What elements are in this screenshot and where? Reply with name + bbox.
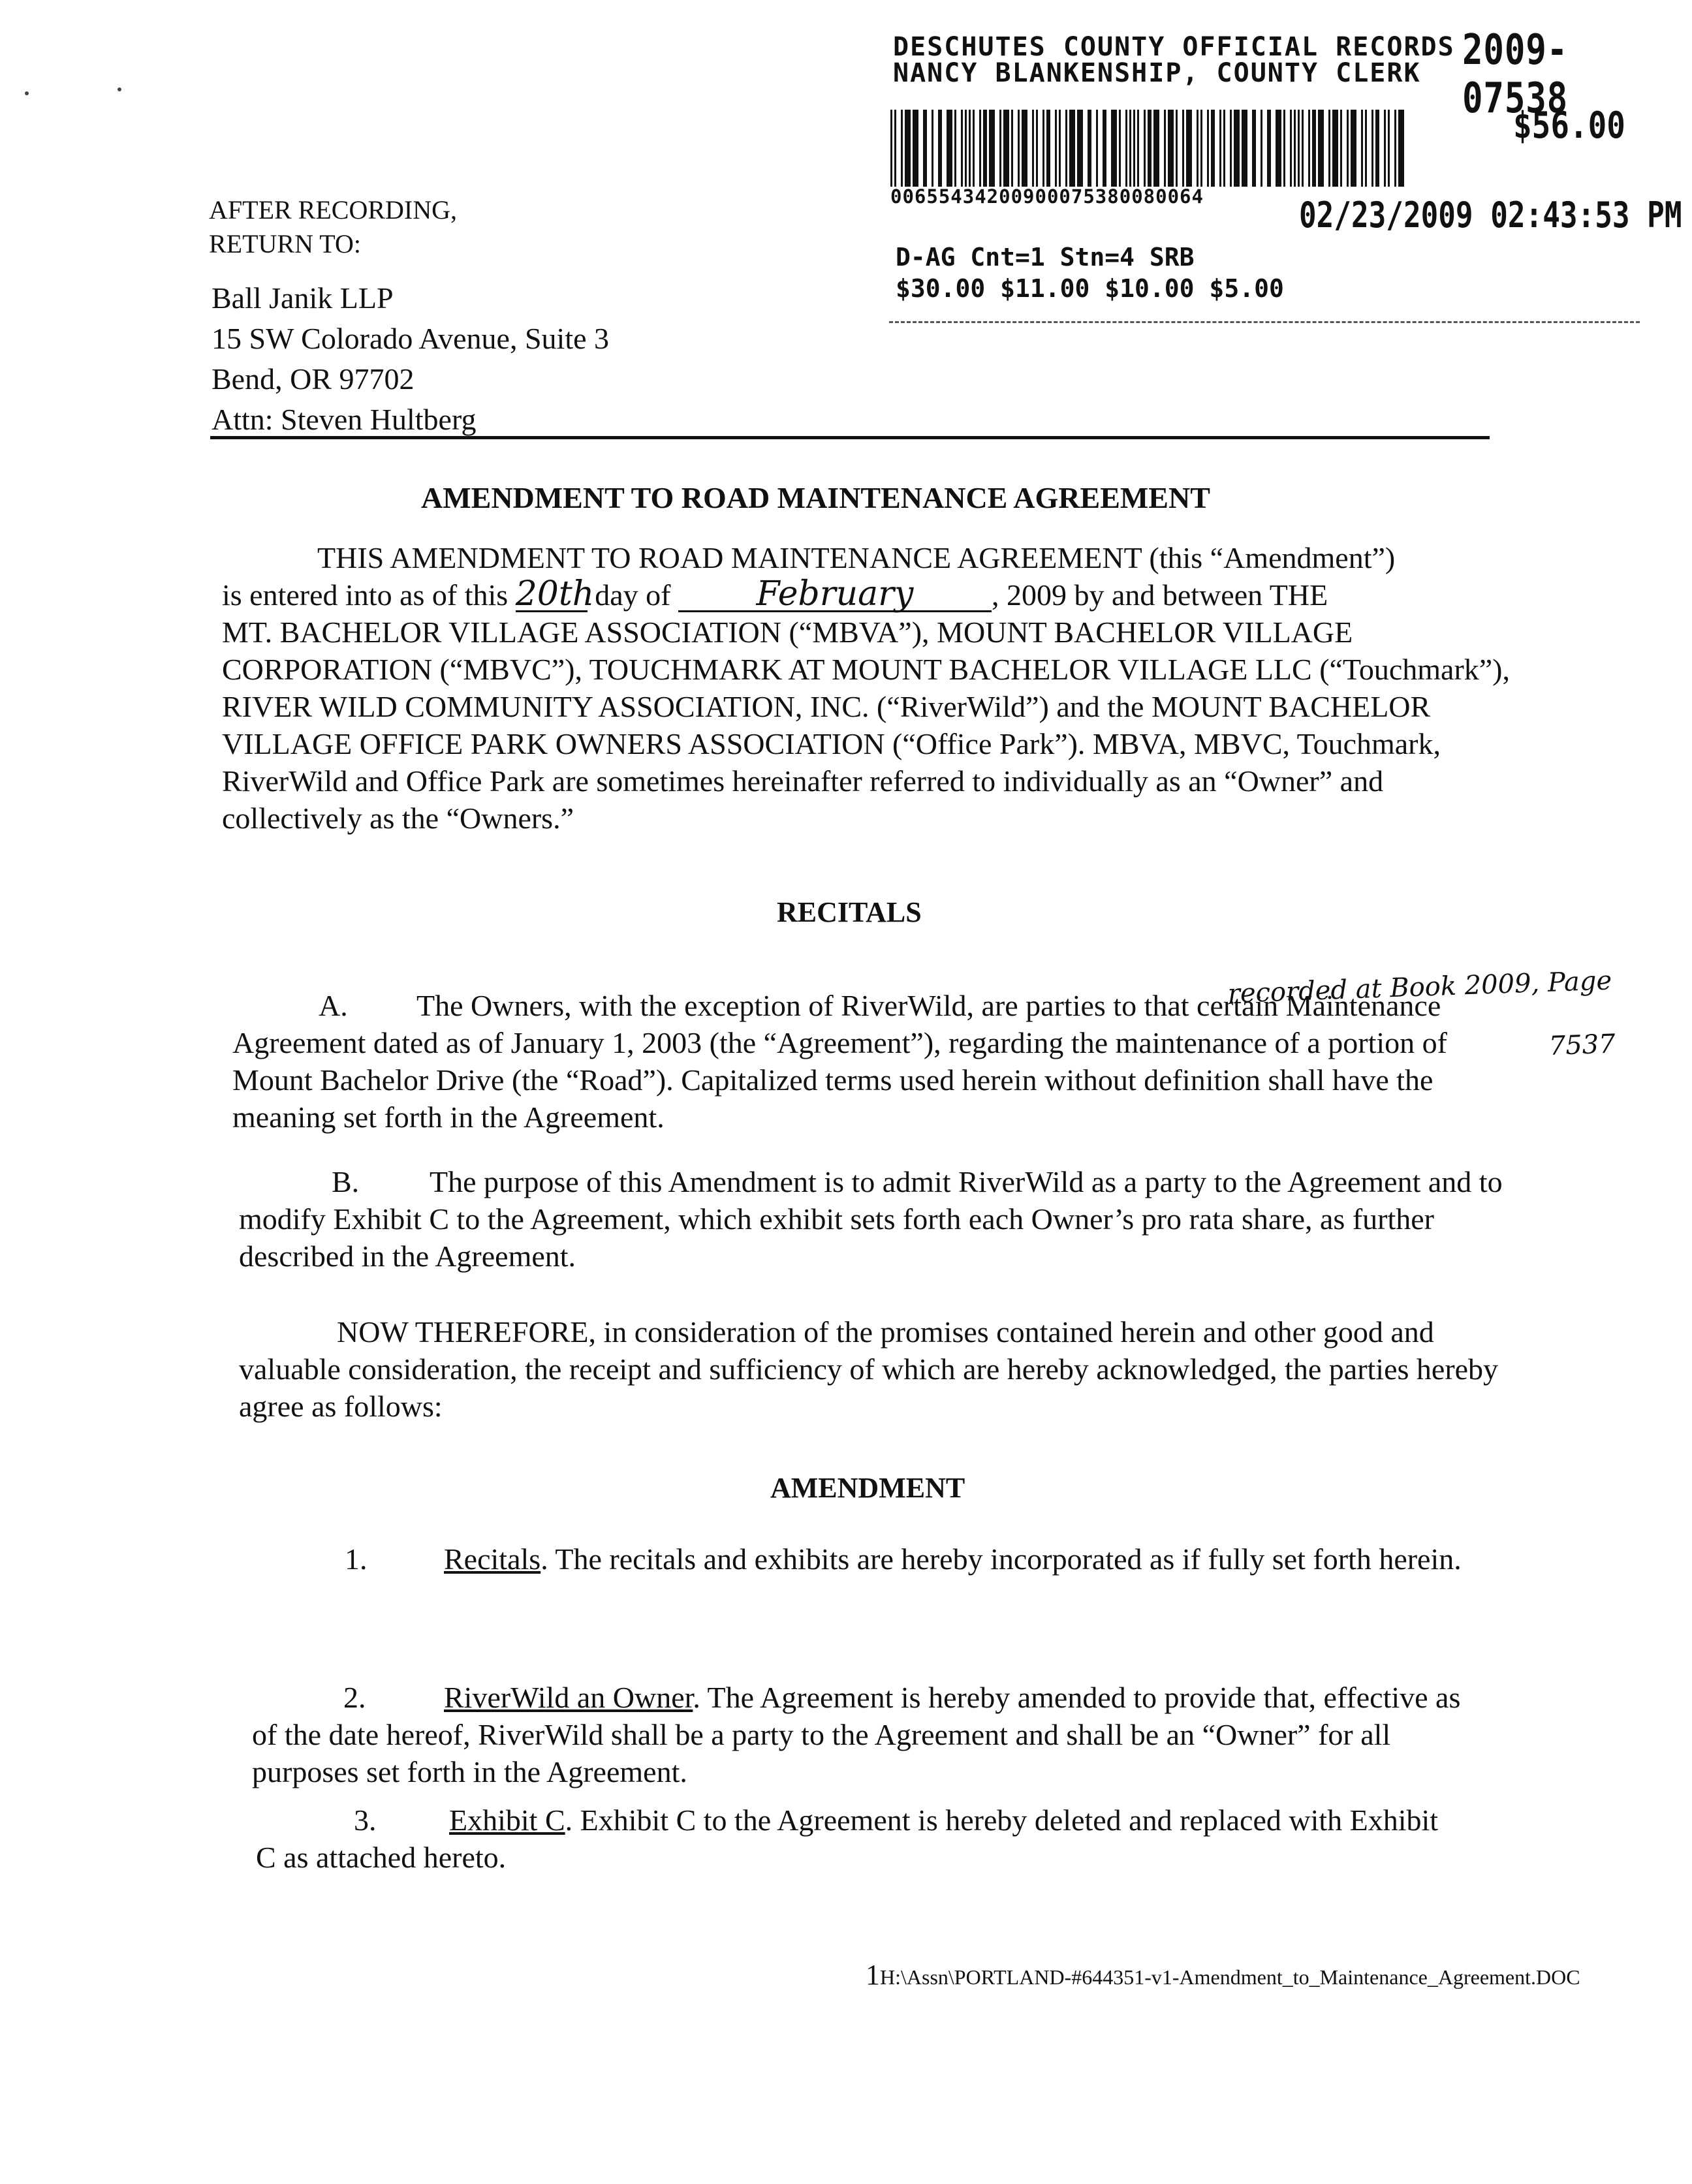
barcode-bar — [983, 110, 987, 187]
barcode-bar — [1234, 110, 1240, 187]
barcode-bar — [1197, 110, 1198, 187]
barcode-bar — [1055, 110, 1057, 187]
barcode-bar — [1153, 110, 1159, 187]
item-1-title: Recitals — [444, 1542, 541, 1576]
barcode-bar — [1207, 110, 1209, 187]
scan-speck — [118, 87, 121, 91]
barcode-bar — [1144, 110, 1146, 187]
barcode-bar — [1003, 110, 1009, 187]
barcode-bar — [1388, 110, 1390, 187]
barcode-bar — [1168, 110, 1174, 187]
barcode-bar — [1011, 110, 1013, 187]
amendment-item-2: 2. RiverWild an Owner. The Agreement is hereby amended to provide that, effective as of the date hereof, RiverWild shall be a party to the Agreement and shall be an “Owner” for all purposes set forth in the Agreement. — [252, 1681, 1461, 1788]
barcode-bar — [999, 110, 1001, 187]
barcode-bar — [989, 110, 995, 187]
barcode-bar — [1308, 110, 1310, 187]
barcode-bar — [973, 110, 975, 187]
barcode-bar — [1361, 110, 1363, 187]
barcode-bar — [1261, 110, 1262, 187]
barcode-bar — [1394, 110, 1396, 187]
barcode-bar — [913, 110, 918, 187]
barcode-bar — [1125, 110, 1127, 187]
barcode-bar — [1042, 110, 1044, 187]
barcode-bar — [1340, 110, 1342, 187]
barcode-bar — [1018, 110, 1020, 187]
barcode-bar — [1332, 110, 1338, 187]
barcode-bar — [1182, 110, 1184, 187]
day-blank — [515, 574, 595, 614]
barcode-bar — [1371, 110, 1373, 187]
barcode-bar — [1103, 110, 1106, 187]
barcode-bar — [1077, 110, 1083, 187]
scan-speck — [25, 91, 29, 95]
return-label — [209, 193, 457, 261]
intro-line1: THIS AMENDMENT TO ROAD MAINTENANCE AGREEMENT (this “Amendment”) — [317, 541, 1396, 574]
now-therefore-text: NOW THEREFORE, in consideration of the promises contained herein and other good and valuable consideration, the receipt and sufficiency of which are hereby acknowledged, the parties hereby agree as follows: — [239, 1315, 1499, 1423]
barcode-bar — [1219, 110, 1221, 187]
barcode-bar — [1046, 110, 1050, 187]
barcode-bar — [961, 110, 963, 187]
document-number: 2009-07538 — [1462, 26, 1569, 123]
return-city: Bend, OR 97702 — [212, 362, 415, 396]
barcode-bar — [1088, 110, 1091, 187]
return-street: 15 SW Colorado Avenue, Suite 3 — [212, 322, 610, 355]
now-therefore-paragraph — [239, 1313, 1505, 1425]
barcode-bar — [1252, 110, 1256, 187]
barcode-bar — [1133, 110, 1135, 187]
stamp-divider — [889, 321, 1640, 323]
barcode-bar — [1384, 110, 1386, 187]
barcode-bar — [1242, 110, 1247, 187]
amendment-item-1: 1. Recitals. The recitals and exhibits are hereby incorporated as if fully set forth herein. — [345, 1542, 1462, 1576]
recording-office: DESCHUTES COUNTY OFFICIAL RECORDS — [893, 32, 1455, 62]
recital-a-text: The Owners, with the exception of RiverWild, are parties to that certain Maintenance Agreement dated as of January 1, 2003 (the “Agreement”), regarding the maintenance of a portion of Mount Bachelor Drive (the “Road”). Capitalized terms used herein without definition shall have the meaning set forth in the Agreement. — [232, 989, 1447, 1134]
barcode-bar — [905, 110, 911, 187]
return-attn: Attn: Steven Hultberg — [212, 403, 477, 436]
barcode-bar — [1294, 110, 1296, 187]
return-label-line1: AFTER RECORDING, — [209, 195, 458, 225]
barcode-number: 00655434200900075380080064 — [890, 185, 1204, 208]
barcode-bar — [890, 110, 892, 187]
handwritten-month: February — [756, 574, 914, 614]
barcode-bar — [1223, 110, 1225, 187]
recording-datetime: 02/23/2009 02:43:53 PM — [1299, 195, 1682, 236]
file-path: H:\Assn\PORTLAND-#644351-v1-Amendment_to_Maintenance_Agreement.DOC — [880, 1965, 1580, 1989]
barcode-bar — [1230, 110, 1232, 187]
barcode-bar — [1276, 110, 1281, 187]
handwritten-page-number: 7537 — [1548, 1029, 1616, 1061]
barcode-bar — [969, 110, 971, 187]
barcode-bar — [1065, 110, 1067, 187]
item-3-title: Exhibit C — [449, 1803, 565, 1837]
barcode-bar — [1375, 110, 1379, 187]
amendment-item-3: 3. Exhibit C. Exhibit C to the Agreement is hereby deleted and replaced with Exhibit C as attached hereto. — [256, 1803, 1439, 1874]
header-rule — [210, 436, 1490, 439]
barcode-bar — [1022, 110, 1027, 187]
total-fee: $56.00 — [1513, 104, 1625, 147]
barcode-bar — [979, 110, 981, 187]
return-name: Ball Janik LLP — [212, 281, 394, 315]
month-blank — [678, 574, 992, 614]
barcode-bar — [1032, 110, 1034, 187]
barcode-bar — [1137, 110, 1139, 187]
barcode-bar — [1069, 110, 1075, 187]
handwritten-annotation: recorded at Book 2009, Page — [1227, 965, 1612, 1009]
barcode-bar — [1283, 110, 1285, 187]
barcode-bar — [938, 110, 942, 187]
barcode-bar — [1328, 110, 1330, 187]
barcode-bar — [1211, 110, 1215, 187]
barcode-bar — [894, 110, 896, 187]
recording-fees-breakdown: $30.00 $11.00 $10.00 $5.00 — [896, 274, 1284, 303]
recording-clerk: NANCY BLANKENSHIP, COUNTY CLERK — [893, 58, 1421, 88]
item-2-title: RiverWild an Owner — [444, 1681, 693, 1714]
recital-b-label: B. — [332, 1165, 360, 1198]
barcode-bar — [1398, 110, 1404, 187]
barcode-bar — [1119, 110, 1121, 187]
page-number: 1 — [866, 1959, 880, 1991]
document-title: AMENDMENT TO ROAD MAINTENANCE AGREEMENT — [421, 481, 1210, 514]
barcode-bar — [1164, 110, 1166, 187]
barcode-bar — [1365, 110, 1367, 187]
barcode-bar — [1111, 110, 1117, 187]
barcode-bar — [1096, 110, 1098, 187]
intro-rest: MT. BACHELOR VILLAGE ASSOCIATION (“MBVA”), MOUNT BACHELOR VILLAGE CORPORATION (“MBVC”), TOUCHMARK AT MOUNT BACHELOR VILLAGE LLC (“Touchmark”), RIVER WILD COMMUNITY ASSOCIATION, INC. (“RiverWild”) and the MOUNT BACHELOR VILLAGE OFFICE PARK OWNERS ASSOCIATION (“Office Park”). MBVA, MBVC, Touchmark, RiverWild and Office Park are sometimes hereinafter referred to individually as an “Owner” and collectively as the “Owners.” — [222, 616, 1510, 835]
barcode-bar — [1318, 110, 1324, 187]
barcode-bar — [1186, 110, 1192, 187]
barcode-bar — [923, 110, 927, 187]
barcode-bar — [1148, 110, 1152, 187]
return-label-line2: RETURN TO: — [209, 229, 361, 258]
barcode-bar — [965, 110, 967, 187]
barcode-bar — [1298, 110, 1300, 187]
barcode-bar — [954, 110, 956, 187]
barcode-bar — [1290, 110, 1292, 187]
barcode-bar — [1129, 110, 1131, 187]
barcode-bar — [1200, 110, 1202, 187]
barcode-bar — [1312, 110, 1316, 187]
barcode-bar — [1059, 110, 1061, 187]
barcode-bar — [1036, 110, 1038, 187]
recording-barcode — [889, 110, 1405, 187]
handwritten-day: 20th — [515, 574, 595, 614]
recording-codes: D-AG Cnt=1 Stn=4 SRB — [896, 243, 1195, 272]
recitals-heading: RECITALS — [777, 896, 922, 928]
barcode-bar — [1347, 110, 1349, 187]
barcode-bar — [932, 110, 933, 187]
amendment-heading: AMENDMENT — [770, 1472, 965, 1504]
intro-line2: is entered into as of this 20th day of February , 2009 by and between THE — [222, 574, 1328, 614]
recital-b — [239, 1163, 1505, 1275]
document-footer — [866, 1958, 1580, 1991]
barcode-bar — [901, 110, 903, 187]
recital-b-text: The purpose of this Amendment is to admit RiverWild as a party to the Agreement and to modify Exhibit C to the Agreement, which exhibit sets forth each Owner’s pro rata share, as further described in the Agreement. — [239, 1165, 1503, 1273]
barcode-bar — [1267, 110, 1271, 187]
return-address — [212, 278, 609, 440]
recital-a — [232, 987, 1499, 1136]
barcode-bar — [1176, 110, 1178, 187]
barcode-bar — [1302, 110, 1304, 187]
barcode-bar — [1351, 110, 1356, 187]
intro-paragraph — [222, 539, 1514, 837]
barcode-bar — [947, 110, 952, 187]
recital-a-label: A. — [319, 989, 348, 1022]
